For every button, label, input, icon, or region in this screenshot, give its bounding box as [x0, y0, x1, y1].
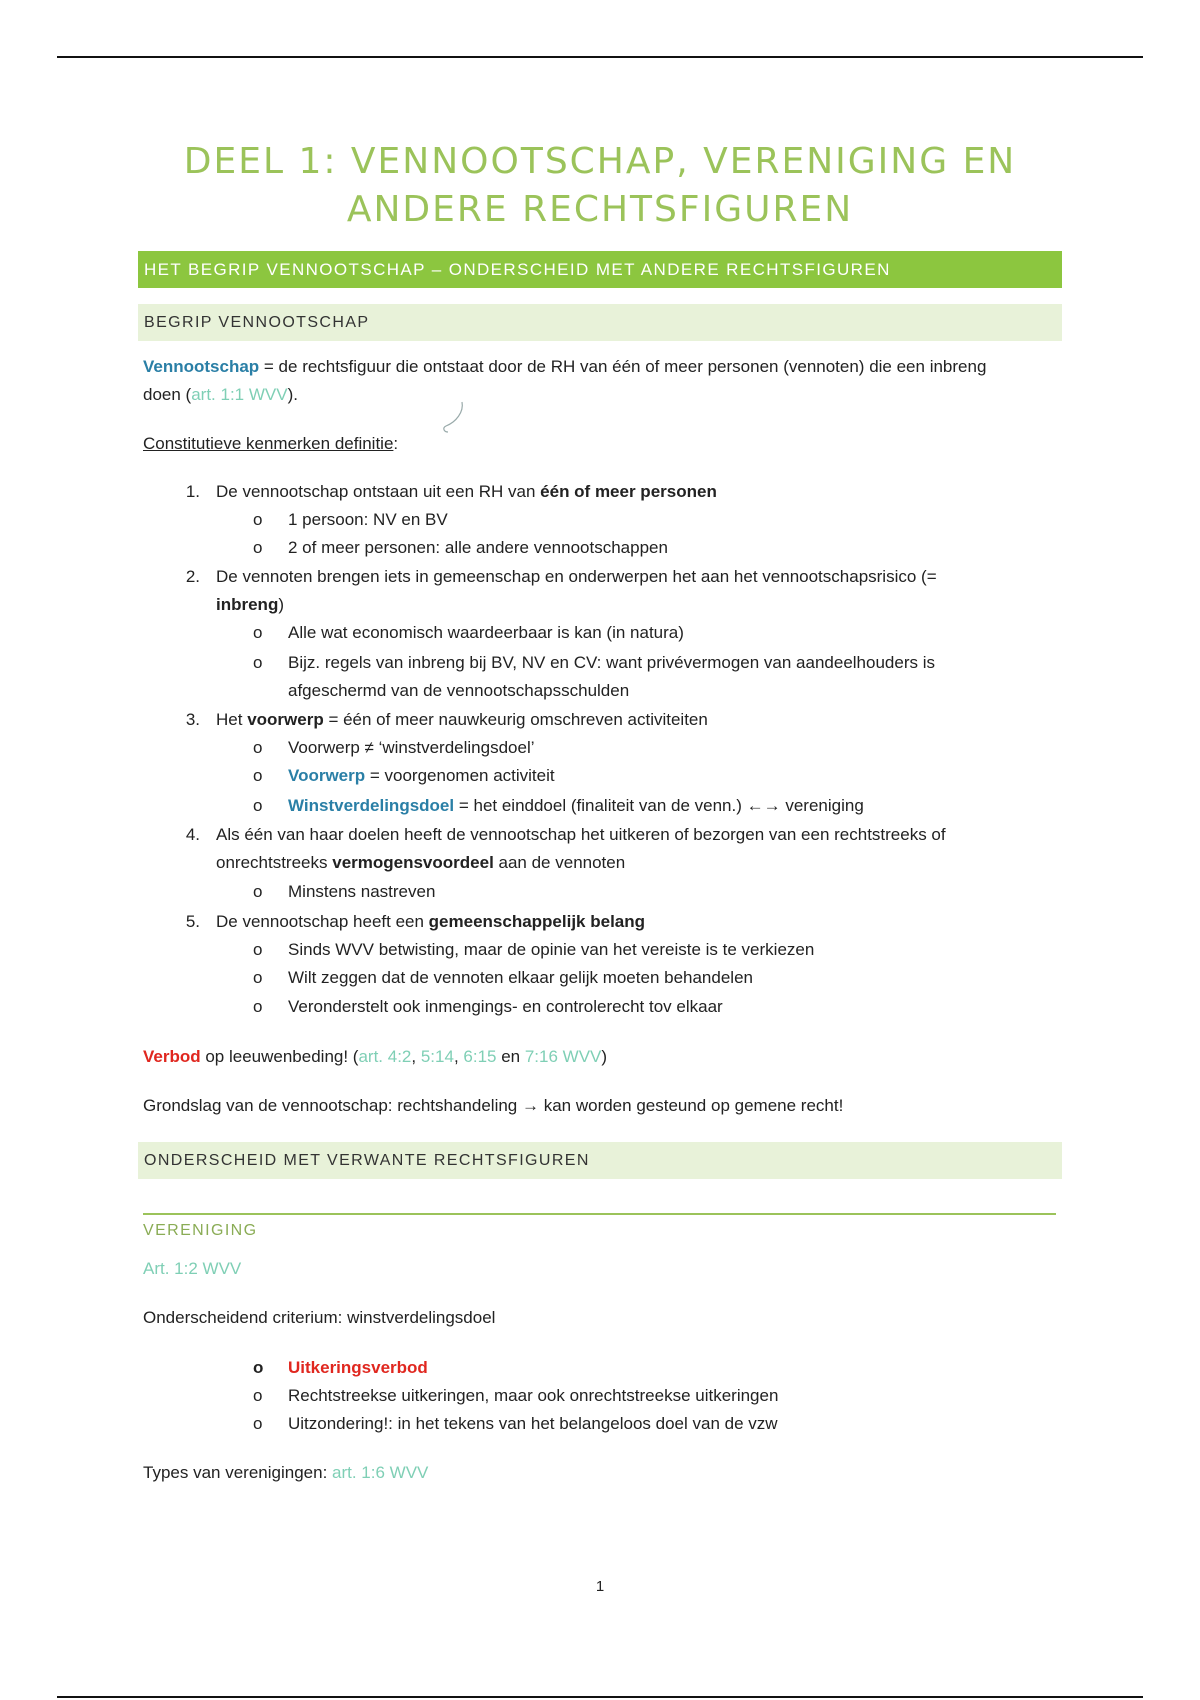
item-text: aan de vennoten: [493, 853, 626, 872]
item-bold: vermogensvoordeel: [332, 853, 494, 872]
bullet: o: [253, 510, 263, 529]
separator: ): [601, 1047, 608, 1066]
sub-item: Alle wat economisch waardeerbaar is kan (in natura): [288, 623, 684, 642]
types-text: Types van verenigingen:: [143, 1463, 333, 1482]
sub-item: Minstens nastreven: [288, 882, 436, 901]
title-line-1: DEEL 1: VENNOOTSCHAP, VERENIGING EN: [183, 141, 1017, 182]
list-item: De vennoten brengen iets in gemeenschap en onderwerpen het aan het vennootschapsrisico (=: [216, 567, 937, 586]
bullet: o: [253, 997, 263, 1016]
sub-item: 1 persoon: NV en BV: [288, 510, 448, 529]
definition-ref: art. 1:1 WVV: [191, 385, 288, 404]
list-item: [216, 478, 717, 506]
bullet: o: [253, 766, 263, 785]
criterium-line: Onderscheidend criterium: winstverdelingsdoel: [143, 1308, 496, 1327]
separator: en: [496, 1047, 525, 1066]
bullet: o: [253, 968, 263, 987]
sub-item: Bijz. regels van inbreng bij BV, NV en CV: want privévermogen van aandeelhouders is: [288, 653, 935, 672]
page-number: 1: [595, 1578, 605, 1595]
verbod-line: [143, 1043, 607, 1071]
footer-rule: [57, 1696, 1143, 1698]
item-bold: één of meer personen: [540, 482, 717, 501]
sub-item: Sinds WVV betwisting, maar de opinie van het vereiste is te verkiezen: [288, 940, 815, 959]
bullet: o: [253, 623, 263, 642]
bullet: o: [253, 653, 263, 672]
definition-term: Vennootschap: [143, 357, 260, 376]
bullet: o: [253, 940, 263, 959]
header-rule: [57, 56, 1143, 58]
item-bold: gemeenschappelijk belang: [428, 912, 646, 931]
sub-item: Uitkeringsverbod: [288, 1358, 428, 1377]
constitutive-heading: [143, 430, 398, 458]
bullet: o: [253, 796, 263, 815]
definition-line-2: [143, 381, 298, 409]
ref-link: art. 4:2: [358, 1047, 412, 1066]
title-line-2: ANDERE RECHTSFIGUREN: [346, 189, 854, 230]
sub-item: [288, 762, 555, 790]
item-bold: inbreng: [216, 595, 279, 614]
list-number: 1.: [185, 482, 200, 501]
vereniging-rule: [143, 1213, 1056, 1215]
sub-item: Rechtstreekse uitkeringen, maar ook onrechtstreekse uitkeringen: [288, 1386, 779, 1405]
item-text: = voorgenomen activiteit: [365, 766, 555, 785]
list-number: 2.: [185, 567, 200, 586]
constitutive-colon: :: [393, 434, 399, 453]
definition-line-1: [143, 353, 986, 381]
constitutive-label: Constitutieve kenmerken definitie: [143, 434, 394, 453]
sub-item: Veronderstelt ook inmengings- en controlerecht tov elkaar: [288, 997, 723, 1016]
ref-link: 6:15: [463, 1047, 497, 1066]
ref-link: art. 1:6 WVV: [332, 1463, 429, 1482]
sub-item: Uitzondering!: in het tekens van het belangeloos doel van de vzw: [288, 1414, 778, 1433]
sub-item-cont: afgeschermd van de vennootschapsschulden: [288, 681, 630, 700]
item-text: = één of meer nauwkeurig omschreven activiteiten: [323, 710, 708, 729]
types-line: [143, 1459, 428, 1487]
page-title: [120, 138, 1080, 234]
definition-pre: doen (: [143, 385, 192, 404]
ref-link: 5:14: [420, 1047, 454, 1066]
bullet: o: [253, 882, 263, 901]
pen-mark-icon: [438, 400, 468, 440]
bullet: o: [253, 538, 263, 557]
ref-link: 7:16 WVV: [524, 1047, 602, 1066]
sub-item: Wilt zeggen dat de vennoten elkaar gelijk moeten behandelen: [288, 968, 753, 987]
bullet: o: [253, 738, 263, 757]
term: Winstverdelingsdoel: [288, 796, 455, 815]
verbod-text: op leeuwenbeding! (: [200, 1047, 359, 1066]
list-number: 3.: [185, 710, 200, 729]
definition-post: ).: [287, 385, 298, 404]
section-onderscheid-heading: ONDERSCHEID MET VERWANTE RECHTSFIGUREN: [138, 1142, 1062, 1179]
sub-item: 2 of meer personen: alle andere vennootschappen: [288, 538, 668, 557]
verbod-term: Verbod: [143, 1047, 201, 1066]
vereniging-ref: Art. 1:2 WVV: [143, 1259, 242, 1278]
item-text: De vennootschap ontstaan uit een RH van: [216, 482, 541, 501]
item-text: = het einddoel (finaliteit van de venn.) ←→ vereniging: [454, 796, 864, 815]
sub-item: Voorwerp ≠ ‘winstverdelingsdoel’: [288, 738, 535, 757]
list-number: 4.: [185, 825, 200, 844]
list-item: [216, 706, 708, 734]
item-text: Het: [216, 710, 248, 729]
list-item: Als één van haar doelen heeft de vennootschap het uitkeren of bezorgen van een rechtstreeks of: [216, 825, 946, 844]
list-item-cont: [216, 591, 284, 619]
grondslag-line: Grondslag van de vennootschap: rechtshandeling → kan worden gesteund op gemene recht!: [143, 1096, 844, 1115]
section-main-heading: HET BEGRIP VENNOOTSCHAP – ONDERSCHEID MET ANDERE RECHTSFIGUREN: [138, 251, 1062, 288]
item-text: ): [278, 595, 285, 614]
bullet: o: [253, 1358, 264, 1377]
list-item: [216, 908, 645, 936]
vereniging-heading: VERENIGING: [143, 1222, 258, 1239]
list-item-cont: [216, 849, 625, 877]
term: Voorwerp: [288, 766, 366, 785]
separator: ,: [411, 1047, 421, 1066]
item-bold: voorwerp: [247, 710, 324, 729]
bullet: o: [253, 1386, 263, 1405]
sub-item: [288, 792, 864, 820]
definition-text: = de rechtsfiguur die ontstaat door de RH van één of meer personen (vennoten) die een inbreng: [259, 357, 987, 376]
bullet: o: [253, 1414, 263, 1433]
section-begrip-heading: BEGRIP VENNOOTSCHAP: [138, 304, 1062, 341]
separator: ,: [453, 1047, 464, 1066]
item-text: onrechtstreeks: [216, 853, 333, 872]
list-number: 5.: [185, 912, 200, 931]
item-text: De vennootschap heeft een: [216, 912, 429, 931]
